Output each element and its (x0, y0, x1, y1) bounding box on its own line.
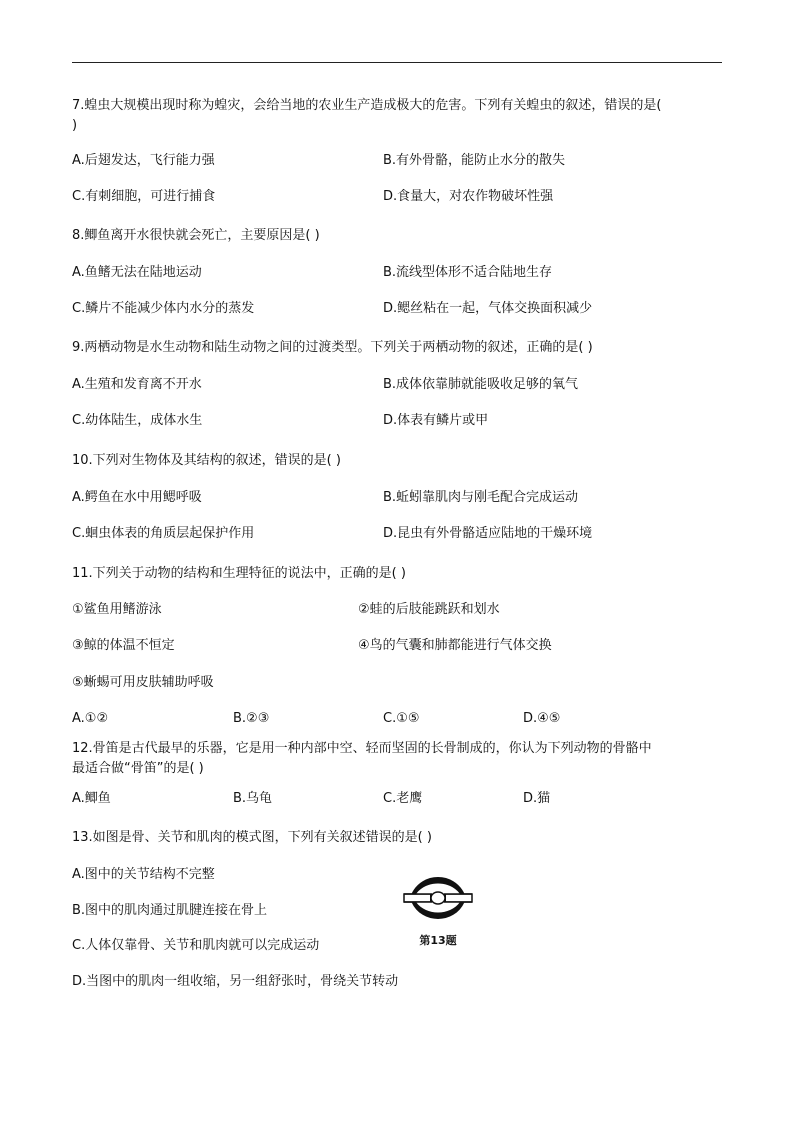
question-10-option-b: B.蚯蚓靠肌肉与刚毛配合完成运动 (383, 490, 579, 505)
question-11-option-d: D.④⑤ (523, 711, 561, 726)
question-8-option-c: C.鳞片不能减少体内水分的蒸发 (72, 301, 255, 316)
question-12-option-a: A.鲫鱼 (72, 791, 111, 806)
header-rule (72, 62, 722, 63)
question-10-option-a: A.鳄鱼在水中用鳃呼吸 (72, 490, 202, 505)
question-11-option-b: B.②③ (233, 711, 270, 726)
question-7-option-c: C.有刺细胞，可进行捕食 (72, 189, 216, 204)
question-10-option-d: D.昆虫有外骨骼适应陆地的干燥环境 (383, 526, 593, 541)
question-12-option-b: B.乌龟 (233, 791, 273, 806)
question-13-figure (402, 868, 474, 952)
question-11-statement-3: ③鲸的体温不恒定 (72, 638, 175, 653)
question-13-option-a: A.图中的关节结构不完整 (72, 867, 215, 882)
question-9-option-b: B.成体依靠肺就能吸收足够的氧气 (383, 377, 579, 392)
question-7-option-d: D.食量大，对农作物破坏性强 (383, 189, 554, 204)
question-12-stem: 12.骨笛是古代最早的乐器，它是用一种内部中空、轻而坚固的长骨制成的，你认为下列动物的骨骼中 最适合做“骨笛”的是( ) (72, 741, 652, 776)
question-11-statement-5: ⑤蜥蜴可用皮肤辅助呼吸 (72, 675, 214, 690)
question-12-option-d: D.猫 (523, 791, 551, 806)
bone-joint-muscle-diagram-icon (402, 868, 474, 928)
question-8-stem: 8.鲫鱼离开水很快就会死亡，主要原因是( ) (72, 228, 320, 243)
question-11-option-c: C.①⑤ (383, 711, 420, 726)
question-9-option-a: A.生殖和发育离不开水 (72, 377, 202, 392)
question-13-option-d: D.当图中的肌肉一组收缩，另一组舒张时，骨绕关节转动 (72, 974, 399, 989)
question-11-option-a: A.①② (72, 711, 109, 726)
question-13-figure-label: 第13题 (419, 934, 457, 947)
question-7-option-a: A.后翅发达，飞行能力强 (72, 153, 215, 168)
question-11-statement-1: ①鲨鱼用鳍游泳 (72, 602, 162, 617)
question-11-statement-2: ②蛙的后肢能跳跃和划水 (358, 602, 500, 617)
question-11-stem: 11.下列关于动物的结构和生理特征的说法中，正确的是( ) (72, 566, 406, 581)
question-9-option-c: C.幼体陆生，成体水生 (72, 413, 203, 428)
question-10-stem: 10.下列对生物体及其结构的叙述，错误的是( ) (72, 453, 341, 468)
question-9-stem: 9.两栖动物是水生动物和陆生动物之间的过渡类型。下列关于两栖动物的叙述，正确的是( ) (72, 340, 593, 355)
question-9-option-d: D.体表有鳞片或甲 (383, 413, 489, 428)
question-12-option-c: C.老鹰 (383, 791, 423, 806)
question-7-stem: 7.蝗虫大规模出现时称为蝗灾，会给当地的农业生产造成极大的危害。下列有关蝗虫的叙述，错误的是( ) (72, 98, 662, 133)
question-8-option-a: A.鱼鳍无法在陆地运动 (72, 265, 202, 280)
question-8-option-d: D.鳃丝粘在一起，气体交换面积减少 (383, 301, 593, 316)
question-10-option-c: C.蛔虫体表的角质层起保护作用 (72, 526, 255, 541)
question-13-option-b: B.图中的肌肉通过肌腱连接在骨上 (72, 903, 268, 918)
question-13-stem: 13.如图是骨、关节和肌肉的模式图，下列有关叙述错误的是( ) (72, 830, 432, 845)
question-13-option-c: C.人体仅靠骨、关节和肌肉就可以完成运动 (72, 938, 320, 953)
question-8-option-b: B.流线型体形不适合陆地生存 (383, 265, 553, 280)
question-7-option-b: B.有外骨骼，能防止水分的散失 (383, 153, 566, 168)
question-11-statement-4: ④鸟的气囊和肺都能进行气体交换 (358, 638, 552, 653)
